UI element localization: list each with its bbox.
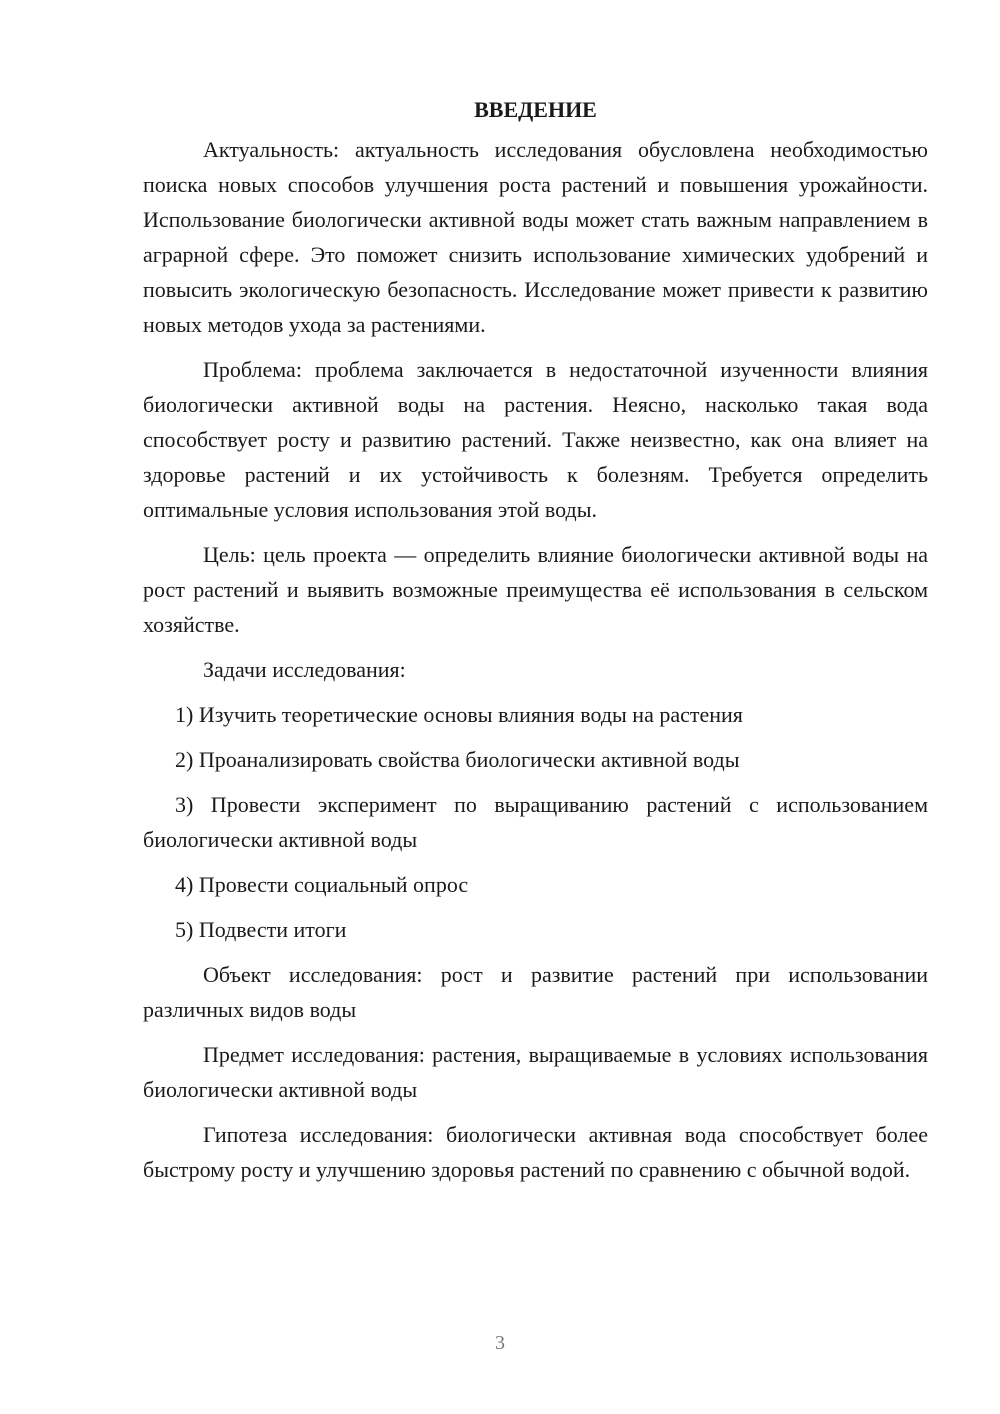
page-number: 3 xyxy=(495,1332,505,1354)
document-page xyxy=(143,92,928,1197)
paragraph-goal: Цель: цель проекта — определить влияние биологически активной воды на рост растений и выявить возможные преимущества её использования в сельском хозяйстве. xyxy=(143,542,928,637)
task-item-2: 2) Проанализировать свойства биологически активной воды xyxy=(175,747,740,772)
task-item-5: 5) Подвести итоги xyxy=(175,917,347,942)
task-item-4: 4) Провести социальный опрос xyxy=(175,872,469,897)
paragraph-tasks-heading: Задачи исследования: xyxy=(203,657,406,682)
task-item-3: 3) Провести эксперимент по выращиванию растений с использованием биологически активной воды xyxy=(143,792,928,852)
paragraph-problem: Проблема: проблема заключается в недостаточной изученности влияния биологически активной воды на растения. Неясно, насколько такая вода способствует росту и развитию растений. Также неизвестно, как она влияет на здоровье растений и их устойчивость к болезням. Требуется определить оптимальные условия использования этой воды. xyxy=(143,357,928,522)
paragraph-hypothesis: Гипотеза исследования: биологически активная вода способствует более быстрому росту и улучшению здоровья растений по сравнению с обычной водой. xyxy=(143,1122,928,1182)
document-title: ВВЕДЕНИЕ xyxy=(474,97,597,122)
paragraph-subject: Предмет исследования: растения, выращиваемые в условиях использования биологически активной воды xyxy=(143,1042,928,1102)
paragraph-relevance: Актуальность: актуальность исследования обусловлена необходимостью поиска новых способов улучшения роста растений и повышения урожайности. Использование биологически активной воды может стать важным направлением в аграрной сфере. Это поможет снизить использование химических удобрений и повысить экологическую безопасность. Исследование может привести к развитию новых методов ухода за растениями. xyxy=(143,137,928,337)
task-item-1: 1) Изучить теоретические основы влияния воды на растения xyxy=(175,702,743,727)
paragraph-object: Объект исследования: рост и развитие растений при использовании различных видов воды xyxy=(143,962,928,1022)
